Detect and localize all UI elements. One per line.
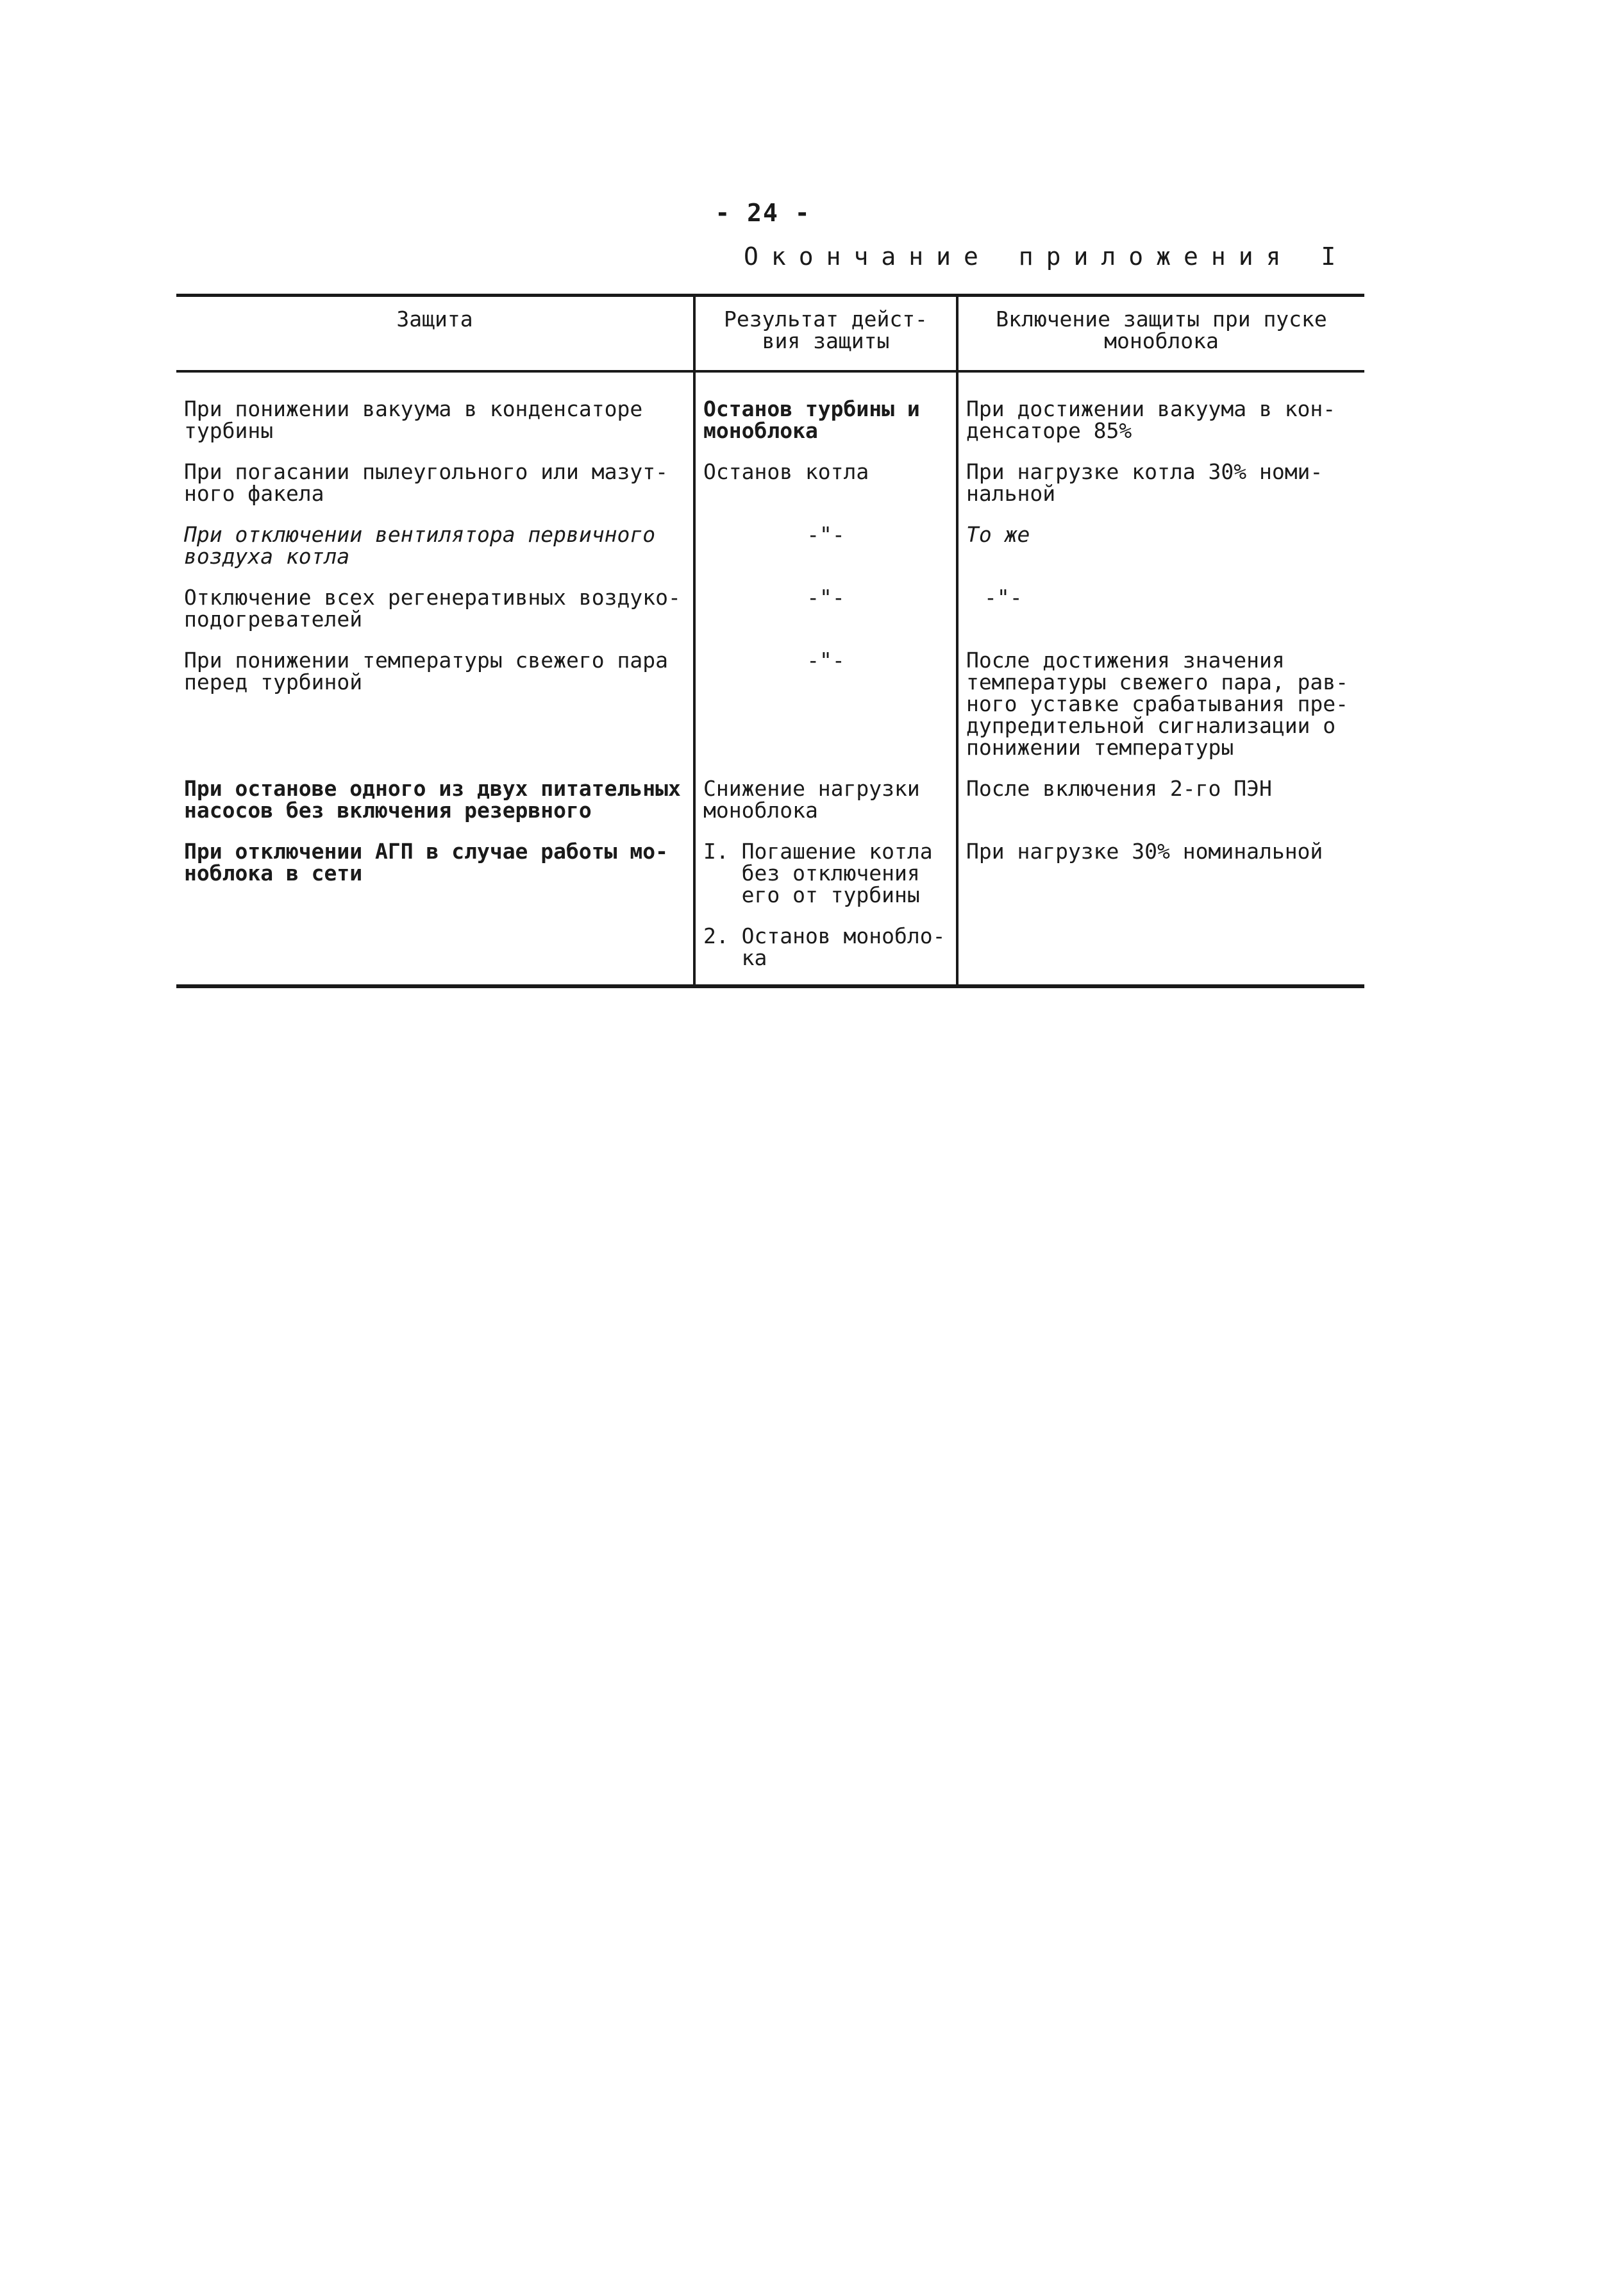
table-header-row: [176, 296, 1364, 372]
cell-protection: Отключение всех регенеративных воздуко- подогревателей: [184, 585, 681, 632]
cell-result: -"-: [694, 639, 957, 768]
cell-protection: При погасании пылеугольного или мазут- ного факела: [184, 459, 668, 506]
cell-activation: После достижения значения температуры свежего пара, рав- ного уставке срабатывания пре- дупредительной сигнализации о понижении температуры: [957, 639, 1364, 768]
cell-protection: При отключении вентилятора первичного воздуха котла: [184, 522, 656, 569]
cell-protection: При понижении вакуума в конденсаторе турбины: [184, 396, 643, 443]
cell-result: I. Погашение котла без отключения его от турбины: [694, 830, 957, 915]
cell-activation: При нагрузке котла 30% номи- нальной: [957, 451, 1364, 514]
cell-result: Останов турбины и моноблока: [694, 371, 957, 451]
table-row: [176, 639, 1364, 768]
table-row: [176, 915, 1364, 986]
cell-activation: При нагрузке 30% номинальной: [957, 830, 1364, 915]
header-result: Результат дейст- вия защиты: [694, 296, 957, 372]
cell-protection: [176, 915, 694, 986]
cell-result: -"-: [694, 576, 957, 639]
cell-activation: То же: [957, 514, 1364, 576]
table-row: [176, 830, 1364, 915]
page-number: - 24 -: [715, 199, 811, 227]
appendix-heading: Окончание приложения I: [744, 242, 1349, 271]
cell-activation: -"-: [957, 576, 1364, 639]
cell-protection: При понижении температуры свежего пара перед турбиной: [184, 648, 668, 694]
table-row: [176, 576, 1364, 639]
cell-activation: [957, 915, 1364, 986]
table-row: [176, 514, 1364, 576]
table-row: [176, 451, 1364, 514]
cell-activation: После включения 2-го ПЭН: [957, 768, 1364, 830]
cell-protection: При останове одного из двух питательных насосов без включения резервного: [184, 776, 681, 823]
table-row: [176, 371, 1364, 451]
table-row: [176, 768, 1364, 830]
protection-table: [176, 294, 1364, 988]
cell-result: 2. Останов монобло- ка: [694, 915, 957, 986]
cell-result: Останов котла: [694, 451, 957, 514]
cell-result: Снижение нагрузки моноблока: [694, 768, 957, 830]
header-activation: Включение защиты при пуске моноблока: [957, 296, 1364, 372]
cell-protection: При отключении АГП в случае работы мо- ноблока в сети: [184, 839, 668, 886]
cell-result: -"-: [694, 514, 957, 576]
header-protection: Защита: [396, 307, 473, 332]
cell-activation: При достижении вакуума в кон- денсаторе 85%: [957, 371, 1364, 451]
